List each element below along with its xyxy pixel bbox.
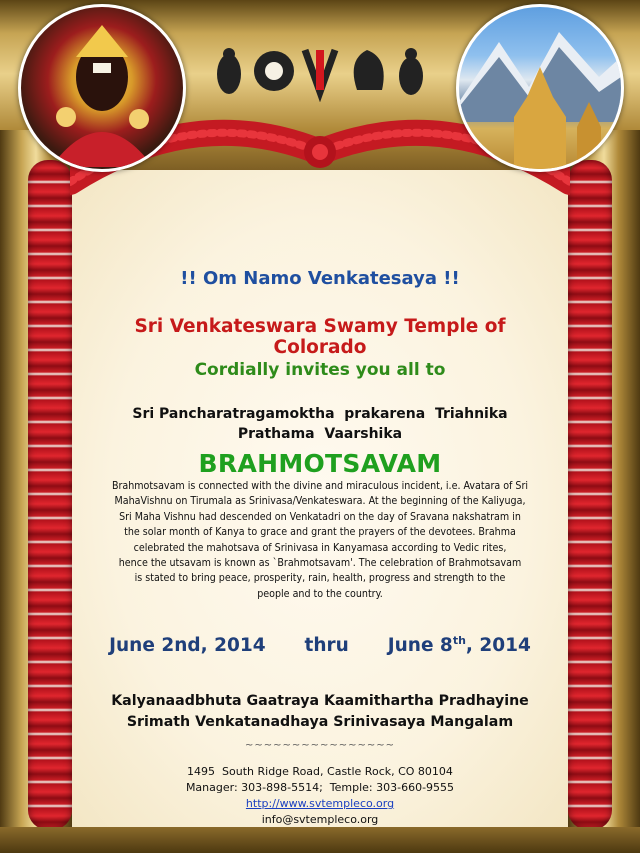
sacred-symbols bbox=[207, 40, 433, 102]
description bbox=[78, 479, 562, 602]
end-date bbox=[388, 635, 531, 656]
subtitle-line-2: Prathama Vaarshika bbox=[237, 426, 403, 442]
description-line: the solar month of Kanya to grace and grant the prayers of the devotees. Brahma bbox=[124, 526, 516, 539]
invite-line: Cordially invites you all to bbox=[194, 360, 446, 380]
left-flower-garland bbox=[28, 160, 72, 830]
description-line: Brahmotsavam is connected with the divine and miraculous incident, i.e. Avatara of Sri bbox=[111, 480, 529, 492]
address: 1495 South Ridge Road, Castle Rock, CO 80104 bbox=[187, 765, 453, 778]
event-dates bbox=[100, 634, 540, 656]
right-flower-garland bbox=[568, 160, 612, 830]
gold-frame-bottom bbox=[0, 827, 640, 853]
description-line: celebrated the mahotsava of Srinivasa in Kanyamasa according to Vedic rites, bbox=[133, 541, 507, 554]
om-namo-heading: !! Om Namo Venkatesaya !! bbox=[180, 268, 460, 289]
phone-numbers: Manager: 303-898-5514; Temple: 303-660-9555 bbox=[185, 781, 455, 794]
verse-line-2: Srimath Venkatanadhaya Srinivasaya Mangalam bbox=[126, 714, 514, 730]
description-line: MahaVishnu on Tirumala as Srinivasa/Venkateswara. At the beginning of the Kaliyuga, bbox=[114, 495, 526, 508]
description-line: Sri Maha Vishnu had descended on Venkatadri on the day of Sravana nakshatram in bbox=[119, 510, 521, 523]
website-link[interactable]: http://www.svtempleco.org bbox=[245, 797, 395, 810]
end-date-year: , 2014 bbox=[465, 635, 531, 657]
divider: ~~~~~~~~~~~~~~~~ bbox=[244, 740, 396, 751]
conch-icon bbox=[354, 50, 384, 90]
end-date-day: June 8 bbox=[387, 635, 453, 657]
description-line: hence the utsavam is known as `Brahmotsavam'. The celebration of Brahmotsavam bbox=[118, 557, 522, 570]
hanuman-icon bbox=[399, 48, 423, 95]
contact-info bbox=[100, 764, 540, 828]
deity-photo bbox=[18, 4, 186, 172]
verse-line-1: Kalyanaadbhuta Gaatraya Kaamithartha Pradhayine bbox=[111, 693, 529, 709]
chakra-icon bbox=[254, 51, 294, 91]
end-date-suffix: th bbox=[452, 634, 466, 647]
temple-name: Sri Venkateswara Swamy Temple of Colorado bbox=[134, 316, 506, 358]
garuda-icon bbox=[217, 48, 241, 94]
thru-label: thru bbox=[304, 635, 349, 657]
start-date: June 2nd, 2014 bbox=[109, 635, 266, 657]
temple-photo bbox=[456, 4, 624, 172]
email[interactable]: info@svtempleco.org bbox=[261, 813, 379, 826]
subtitle bbox=[100, 404, 540, 444]
description-line: people and to the country. bbox=[257, 587, 383, 600]
description-line: is stated to bring peace, prosperity, rain, health, progress and strength to the bbox=[134, 572, 506, 585]
event-title: BRAHMOTSAVAM bbox=[198, 449, 442, 478]
namam-icon bbox=[305, 50, 335, 92]
mangalam-verse bbox=[100, 691, 540, 733]
subtitle-line-1: Sri Pancharatragamoktha prakarena Triahnika bbox=[132, 406, 508, 422]
